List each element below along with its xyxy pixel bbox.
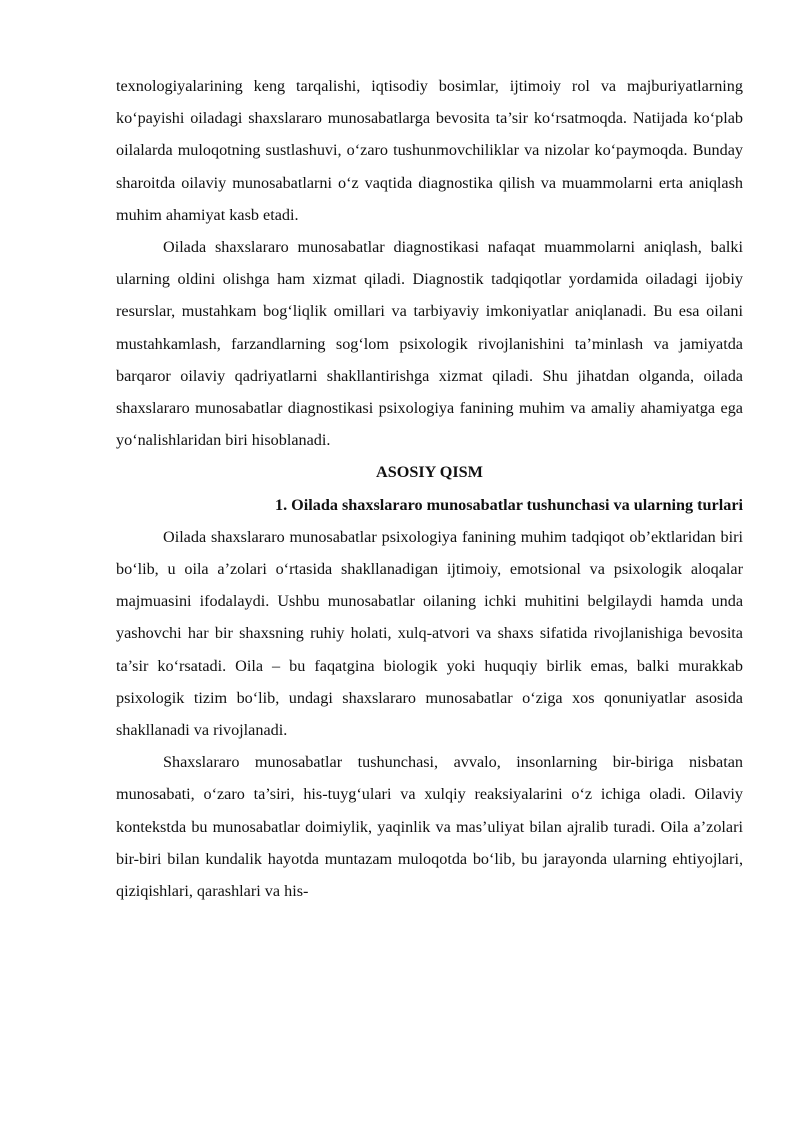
intro-paragraph-1: texnologiyalarining keng tarqalishi, iqtisodiy bosimlar, ijtimoiy rol va majburiyatlarning ko‘payishi oiladagi shaxslararo munosabatlarga bevosita ta’sir ko‘rsatmoqda. Natijada ko‘plab oilalarda muloqotning sustlashuvi, o‘zaro tushunmovchiliklar va nizolar ko‘paymoqda. Bunday sharoitda oilaviy munosabatlarni o‘z vaqtida diagnostika qilish va muammolarni erta aniqlash muhim ahamiyat kasb etadi. [116,77,743,224]
section-title: ASOSIY QISM [376,463,483,482]
main-paragraph-2: Shaxslararo munosabatlar tushunchasi, avvalo, insonlarning bir-biriga nisbatan munosabati, o‘zaro ta’siri, his-tuyg‘ulari va xulqiy reaksiyalarini o‘z ichiga oladi. Oilaviy kontekstda bu munosabatlar doimiylik, yaqinlik va mas’uliyat bilan ajralib turadi. Oila a’zolari bir-biri bilan kundalik hayotda muntazam muloqotda bo‘lib, bu jarayonda ularning ehtiyojlari, qiziqishlari, qarashlari va his- [116,753,743,901]
main-paragraph-1: Oilada shaxslararo munosabatlar psixologiya fanining muhim tadqiqot ob’ektlaridan biri bo‘lib, u oila a’zolari o‘rtasida shakllanadigan ijtimoiy, emotsional va psixologik aloqalar majmuasini ifodalaydi. Ushbu munosabatlar oilaning ichki muhitini belgilaydi hamda unda yashovchi har bir shaxsning ruhiy holati, xulq-atvori va shaxs sifatida rivojlanishiga bevosita ta’sir ko‘rsatadi. Oila – bu faqatgina biologik yoki huquqiy birlik emas, balki murakkab psixologik tizim bo‘lib, undagi shaxslararo munosabatlar o‘ziga xos qonuniyatlar asosida shakllanadi va rivojlanadi. [116,527,743,740]
document-page [116,70,743,907]
intro-paragraph-2: Oilada shaxslararo munosabatlar diagnostikasi nafaqat muammolarni aniqlash, balki ularning oldini olishga ham xizmat qiladi. Diagnostik tadqiqotlar yordamida oiladagi ijobiy resurslar, mustahkam bog‘liqlik omillari va tarbiyaviy imkoniyatlar aniqlanadi. Bu esa oilani mustahkamlash, farzandlarning sog‘lom psixologik rivojlanishini ta’minlash va jamiyatda barqaror oilaviy qadriyatlarni shakllantirishga xizmat qiladi. Shu jihatdan olganda, oilada shaxslararo munosabatlar diagnostikasi psixologiya fanining muhim va amaliy ahamiyatga ega yo‘nalishlaridan biri hisoblanadi. [116,238,743,450]
subsection-title: 1. Oilada shaxslararo munosabatlar tushunchasi va ularning turlari [274,495,743,514]
